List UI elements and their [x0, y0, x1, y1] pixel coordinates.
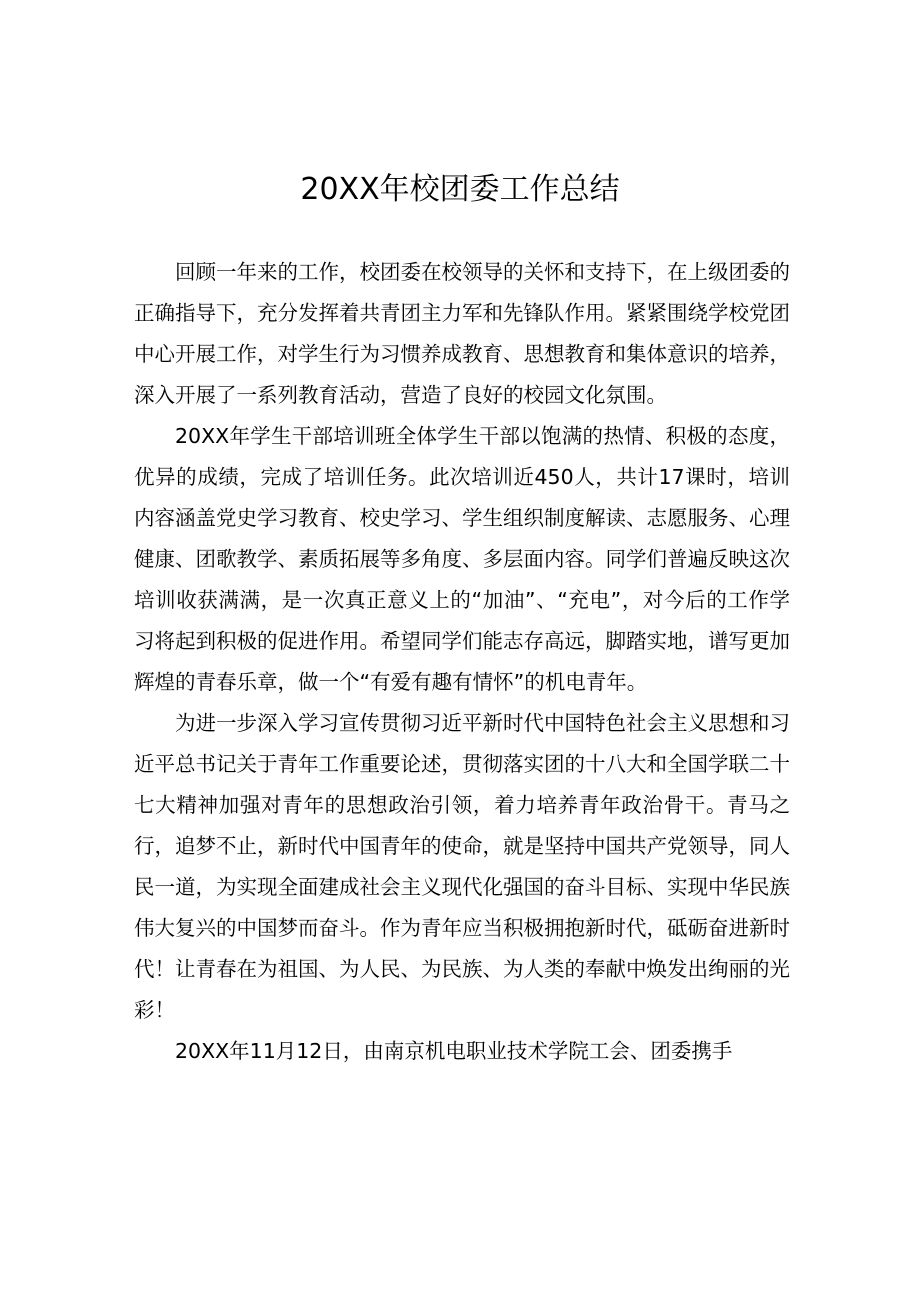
paragraph-1: 回顾一年来的工作，校团委在校领导的关怀和支持下，在上级团委的正确指导下，充分发挥着共青团主力军和先锋队作用。紧紧围绕学校党团中心开展工作，对学生行为习惯养成教育、思想教育和集体意识的培养，深入开展了一系列教育活动，营造了良好的校园文化氛围。 — [134, 260, 790, 407]
paragraph-4: 20XX年11月12日，由南京机电职业技术学院工会、团委携手 — [175, 1039, 733, 1063]
paragraph-3: 为进一步深入学习宣传贯彻习近平新时代中国特色社会主义思想和习近平总书记关于青年工作重要论述，贯彻落实团的十八大和全国学联二十七大精神加强对青年的思想政治引领，着力培养青年政治骨干。青马之行，追梦不止，新时代中国青年的使命，就是坚持中国共产党领导，同人民一道，为实现全面建成社会主义现代化强国的奋斗目标、实现中华民族伟大复兴的中国梦而奋斗。作为青年应当积极拥抱新时代，砥砺奋进新时代！让青春在为祖国、为人民、为民族、为人类的奉献中焕发出绚丽的光彩！ — [134, 711, 790, 1022]
paragraph-2: 20XX年学生干部培训班全体学生干部以饱满的热情、积极的态度，优异的成绩，完成了培训任务。此次培训近450人，共计17课时，培训内容涵盖党史学习教育、校史学习、学生组织制度解读、志愿服务、心理健康、团歌教学、素质拓展等多角度、多层面内容。同学们普遍反映这次培训收获满满，是一次真正意义上的“加油”、“充电”，对今后的工作学习将起到积极的促进作用。希望同学们能志存高远，脚踏实地，谱写更加辉煌的青春乐章，做一个“有爱有趣有情怀”的机电青年。 — [134, 424, 790, 694]
document-title: 20XX年校团委工作总结 — [300, 172, 620, 207]
document-body — [134, 252, 790, 1072]
